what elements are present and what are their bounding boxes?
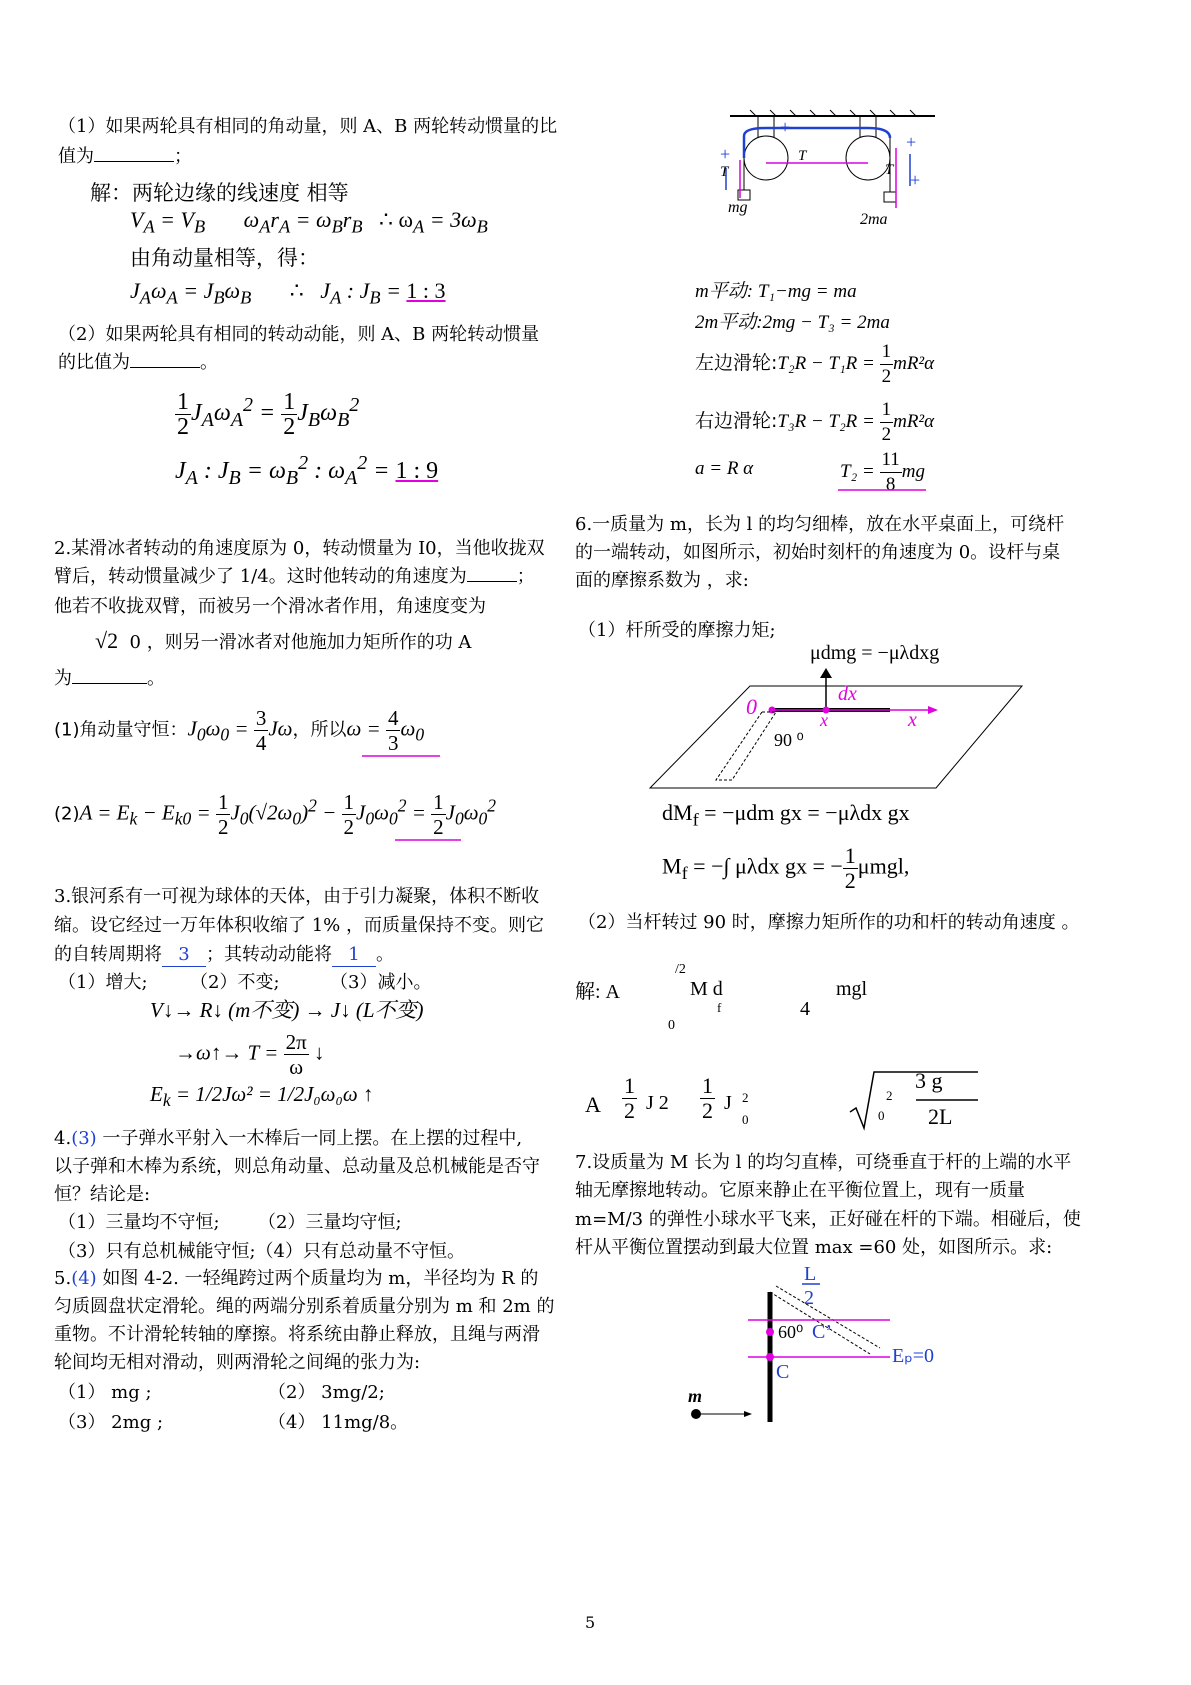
q3-line1: 3.银河系有一可视为球体的天体，由于引力凝聚，体积不断收 bbox=[54, 886, 540, 907]
q6-sol-4: 4 bbox=[800, 998, 810, 1020]
ratio-answer-2: 1 : 9 bbox=[395, 458, 439, 484]
q6-sol-f: f bbox=[717, 1000, 722, 1015]
q3-answer2: 1 bbox=[332, 944, 376, 967]
q2-line1: 2.某滑冰者转动的角速度原为 0，转动惯量为 I0，当他收拢双 bbox=[54, 538, 545, 559]
fig2-dx: dx bbox=[838, 683, 857, 705]
q6-line3: 面的摩擦系数为 ，求: bbox=[575, 570, 749, 591]
q6-sol-A: 解: A bbox=[575, 981, 620, 1003]
q6-sol-upper-limit: /2 bbox=[675, 962, 686, 977]
fig1-plus-left: + bbox=[720, 144, 731, 164]
fig3-L: L bbox=[804, 1263, 817, 1285]
fig1-2ma: 2ma bbox=[860, 211, 888, 228]
fig1-T1: T bbox=[720, 164, 729, 180]
q5-line1: 5.(4) 如图 4-2. 一轻绳跨过两个质量均为 m，半径均为 R 的 bbox=[54, 1268, 539, 1289]
q2-line5: 为 。 bbox=[54, 668, 165, 689]
eq-T2-answer: T₂ = $\frac{11}{8}$ mg bbox=[840, 449, 926, 495]
rod-figure bbox=[650, 668, 1030, 798]
fig3-m: m bbox=[688, 1386, 703, 1406]
sol1b-eq1: $\frac{1}{2}$ $J_A\omega_A^2$ = $\frac{1}{2}$ $J_B\omega_B^2$ bbox=[177, 389, 360, 440]
q6-sol2-sub0: 0 bbox=[742, 1112, 749, 1127]
q3-option-3: （3）减小。 bbox=[330, 972, 432, 993]
q5-option-2: （2） 3mg/2; bbox=[268, 1382, 385, 1403]
q4-option-34: （3）只有总机械能守恒;（4）只有总动量不守恒。 bbox=[58, 1241, 465, 1262]
q6-sol2-J2: J 2 bbox=[646, 1092, 669, 1114]
q6-sol2-sq: 2 bbox=[742, 1090, 749, 1105]
fig1-mg: mg bbox=[728, 199, 748, 216]
fig1-plus-right2: + bbox=[910, 170, 921, 190]
q2-line3: 他若不收拢双臂，而被另一个滑冰者作用，角速度变为 bbox=[54, 596, 486, 617]
fig3-Ep: Eₚ=0 bbox=[892, 1345, 935, 1367]
eq-right-pulley: 右边滑轮:T₃R − T₂R = $\frac{1}{2}$ mR²α bbox=[695, 399, 935, 445]
eq-left-pulley: 左边滑轮:T₂R − T₁R = $\frac{1}{2}$ mR²α bbox=[695, 341, 935, 387]
pulley-figure bbox=[720, 108, 950, 228]
q6-dMf: $dM_f = -\mu dm$ gx = −μλdx gx bbox=[662, 800, 910, 830]
fig2-x2: x bbox=[908, 709, 917, 731]
sol1-eq-line1: $V_A = V_B$ $\omega_Ar_A = \omega_Br_B$ ∴ $\omega_A = 3\omega_B$ bbox=[130, 207, 488, 237]
q4-line1: 4.(3) 一子弹水平射入一木棒后一同上摆。在上摆的过程中, bbox=[54, 1128, 523, 1149]
fig1-plus-right: + bbox=[906, 132, 917, 152]
q4-line2: 以子弹和木棒为系统，则总角动量、总动量及总机械能是否守 bbox=[54, 1156, 540, 1177]
q3-sol3: $E_k = 1/2J\omega^2 = 1/2J_0\omega_0\omega$ ↑ bbox=[150, 1082, 374, 1111]
ratio-answer-1: 1 : 3 bbox=[406, 278, 446, 303]
fig1-T3: T bbox=[885, 162, 894, 178]
q5-line3: 重物。不计滑轮转轴的摩擦。将系统由静止释放，且绳与两滑 bbox=[54, 1324, 540, 1345]
q6-sol2-half2: $\frac{1}{2}$ bbox=[702, 1073, 713, 1123]
q6-sol-mgl: mgl bbox=[836, 978, 868, 1000]
rod-collision-figure bbox=[670, 1262, 970, 1452]
q1a-line2: 值为 ； bbox=[58, 146, 192, 167]
q6-sol2-3g: 3 g bbox=[915, 1068, 943, 1093]
T2-underline bbox=[838, 488, 928, 492]
fig3-C: C bbox=[776, 1361, 790, 1383]
fig1-T2: T bbox=[798, 148, 807, 164]
q4-line3: 恒？结论是: bbox=[54, 1184, 151, 1205]
q5-option-3: （3） 2mg ; bbox=[58, 1412, 164, 1433]
page-number: 5 bbox=[585, 1613, 596, 1632]
q3-sol2: →ω↑→ T = $\frac{2\pi}{\omega}$ ↓ bbox=[175, 1030, 325, 1079]
q1b-line2: 的比值为 。 bbox=[58, 352, 218, 373]
fig2-90deg: 90 ⁰ bbox=[774, 730, 804, 750]
q6-Mf: $M_f$ = −∫ μλdx gx = − $\frac{1}{2}$ μmgl, bbox=[662, 843, 910, 893]
q2-line4: √2 0 ，则另一滑冰者对他施加力矩所作的功 A bbox=[95, 628, 472, 653]
q6-line2: 的一端转动，如图所示，初始时刻杆的角速度为 0。设杆与桌 bbox=[575, 542, 1061, 563]
sol1-mid: 由角动量相等，得： bbox=[130, 246, 319, 270]
fig2-x1: x bbox=[820, 710, 828, 730]
eq-a-ralpha: a = R α bbox=[695, 458, 754, 479]
q3-sol1: V↓→ R↓ (m不变) → J↓ (L不变) bbox=[150, 998, 424, 1022]
q6-sol2-A: A bbox=[585, 1092, 601, 1117]
sol2-underline1 bbox=[362, 754, 442, 758]
q7-line3: m=M/3 的弹性小球水平飞来，正好碰在杆的下端。相碰后，使 bbox=[575, 1209, 1081, 1230]
q6-friction-force: μdmg = −μλdxg bbox=[810, 642, 940, 664]
q6-part2: （2）当杆转过 90 时，摩擦力矩所作的功和杆的转动角速度 。 bbox=[578, 912, 1080, 933]
q7-line4: 杆从平衡位置摆动到最大位置 max =60 处，如图所示。求: bbox=[575, 1237, 1053, 1258]
q5-option-1: （1） mg ; bbox=[58, 1382, 152, 1403]
sol1-eq-line2: $J_A\omega_A = J_B\omega_B$ ∴ $J_A$ : $J_B = 1$ : 3 bbox=[130, 278, 446, 308]
q5-line2: 匀质圆盘状定滑轮。绳的两端分别系着质量分别为 m 和 2m 的 bbox=[54, 1296, 555, 1317]
q3-answer1: 3 bbox=[162, 944, 206, 967]
q1a-line1: （1）如果两轮具有相同的角动量，则 A、B 两轮转动惯量的比 bbox=[58, 116, 558, 137]
sol1b-eq2: $J_A$ : $J_B = \omega_B^2$ : $\omega_A^2 = 1$ : 9 bbox=[175, 452, 439, 489]
q3-option-1: （1）增大; bbox=[58, 972, 148, 993]
sol2-eq2: $(2)A = E_k - E_{k0}$ = $\frac{1}{2}$ $J_0(√2\omega_0)^2$ − $\frac{1}{2}$ $J_0\omega_0^2$ = $\frac{1}{2}$ $J_0\omega_0^2$ bbox=[54, 790, 497, 839]
fig3-60deg: 60⁰ bbox=[778, 1322, 804, 1342]
q7-line2: 轴无摩擦地转动。它原来静止在平衡位置上，现有一质量 bbox=[575, 1180, 1025, 1201]
q4-option-2: （2）三量均守恒; bbox=[258, 1212, 402, 1233]
q6-sol2-omega-sq: 2 bbox=[886, 1088, 893, 1103]
q6-line1: 6.一质量为 m，长为 l 的均匀细棒，放在水平桌面上，可绕杆 bbox=[575, 514, 1065, 535]
q2-line2: 臂后，转动惯量减少了 1/4。这时他转动的角速度为 ； bbox=[54, 566, 535, 587]
sol2-underline2 bbox=[395, 838, 465, 842]
q3-option-2: （2）不变; bbox=[190, 972, 280, 993]
q5-option-4: （4） 11mg/8。 bbox=[268, 1412, 409, 1433]
eq-m-translation: m平动: T₁−mg = ma bbox=[695, 281, 857, 302]
q7-line1: 7.设质量为 M 长为 l 的均匀直棒，可绕垂直于杆的上端的水平 bbox=[575, 1152, 1072, 1173]
sol1-head: 解：两轮边缘的线速度 相等 bbox=[90, 181, 349, 205]
q6-sol2-J: J bbox=[724, 1092, 732, 1114]
fig3-Cprime: C’ bbox=[812, 1321, 832, 1343]
q6-sol-lower-limit: 0 bbox=[668, 1018, 675, 1033]
q6-part1: （1）杆所受的摩擦力矩; bbox=[578, 620, 776, 641]
q4-option-1: （1）三量均不守恒; bbox=[58, 1212, 220, 1233]
fig2-origin: 0 bbox=[746, 694, 757, 719]
q6-sol2-half1: $\frac{1}{2}$ bbox=[624, 1073, 635, 1123]
q6-sol-Md: M d bbox=[690, 978, 723, 1000]
q6-sol2-2L: 2L bbox=[928, 1104, 953, 1129]
eq-2m-translation: 2m平动:2mg − T₃ = 2ma bbox=[695, 312, 890, 333]
q3-line2: 缩。设它经过一万年体积收缩了 1% ，而质量保持不变。则它 bbox=[54, 915, 544, 936]
fig1-plus: + bbox=[780, 117, 791, 137]
q6-sol2-omega0: 0 bbox=[878, 1108, 885, 1123]
sol2-eq1: (1)角动量守恒：$J_0\omega_0$ = $\frac{3}{4}$ Jω，所以ω = $\frac{4}{3}$ $\omega_0$ bbox=[54, 706, 425, 755]
q5-line4: 轮间均无相对滑动，则两滑轮之间绳的张力为: bbox=[54, 1352, 421, 1373]
fig3-2: 2 bbox=[804, 1287, 814, 1309]
q3-line3: 的自转周期将 3 ；其转动动能将 1 。 bbox=[54, 944, 394, 965]
q1b-line1: （2）如果两轮具有相同的转动动能，则 A、B 两轮转动惯量 bbox=[58, 324, 540, 345]
